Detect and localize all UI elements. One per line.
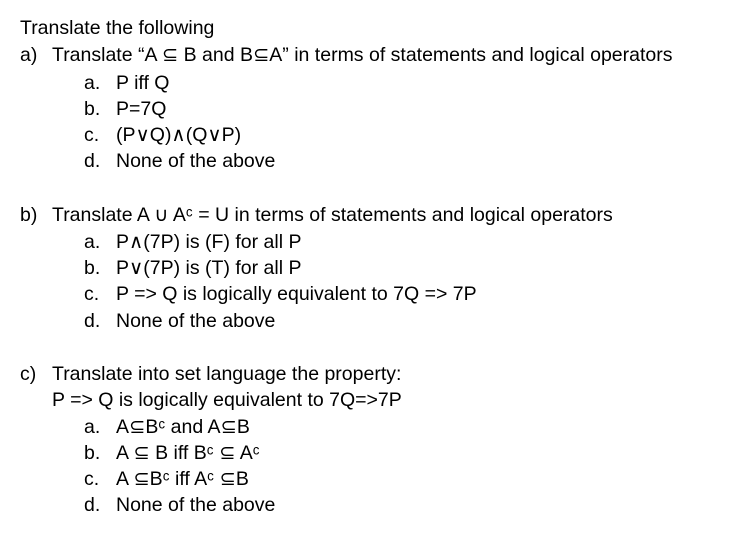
option-marker: c. [84, 283, 100, 305]
option-text: A ⊆Bᶜ iff Aᶜ ⊆B [116, 468, 249, 490]
option-text: P iff Q [116, 72, 170, 94]
option-b [84, 441, 684, 465]
option-text: (P∨Q)∧(Q∨P) [116, 124, 242, 146]
question-marker: c) [20, 363, 37, 385]
option-text: None of the above [116, 150, 276, 172]
option-marker: b. [84, 442, 101, 464]
option-c [84, 123, 684, 147]
question-marker: b) [20, 204, 38, 226]
question-prompt: Translate “A ⊆ B and B⊆A” in terms of statements and logical operators [52, 44, 673, 66]
option-text: A ⊆ B iff Bᶜ ⊆ Aᶜ [116, 442, 260, 464]
question-c [20, 362, 740, 386]
question-prompt: Translate into set language the property: [52, 363, 402, 385]
document-heading: Translate the following [20, 17, 215, 39]
option-b [84, 97, 684, 121]
option-marker: c. [84, 468, 100, 490]
question-marker: a) [20, 44, 38, 66]
question-prompt: Translate A ∪ Aᶜ = U in terms of statements and logical operators [52, 204, 613, 226]
option-marker: d. [84, 310, 101, 332]
option-a [84, 230, 684, 254]
option-marker: c. [84, 124, 100, 146]
option-b [84, 256, 684, 280]
option-marker: d. [84, 494, 101, 516]
option-d [84, 149, 684, 173]
option-text: A⊆Bᶜ and A⊆B [116, 416, 250, 438]
option-marker: d. [84, 150, 101, 172]
question-prompt-line2: P => Q is logically equivalent to 7Q=>7P [52, 389, 402, 411]
option-d [84, 309, 684, 333]
option-text: P∨(7P) is (T) for all P [116, 257, 302, 279]
option-marker: a. [84, 231, 101, 253]
question-a [20, 43, 740, 67]
option-text: P∧(7P) is (F) for all P [116, 231, 302, 253]
option-marker: b. [84, 98, 101, 120]
option-a [84, 71, 684, 95]
question-b [20, 203, 740, 227]
option-text: P=7Q [116, 98, 167, 120]
option-marker: b. [84, 257, 101, 279]
option-text: P => Q is logically equivalent to 7Q => 7P [116, 283, 477, 305]
option-a [84, 415, 684, 439]
option-marker: a. [84, 72, 101, 94]
option-c [84, 282, 684, 306]
option-marker: a. [84, 416, 101, 438]
option-c [84, 467, 684, 491]
option-text: None of the above [116, 310, 276, 332]
option-d [84, 493, 684, 517]
option-text: None of the above [116, 494, 276, 516]
